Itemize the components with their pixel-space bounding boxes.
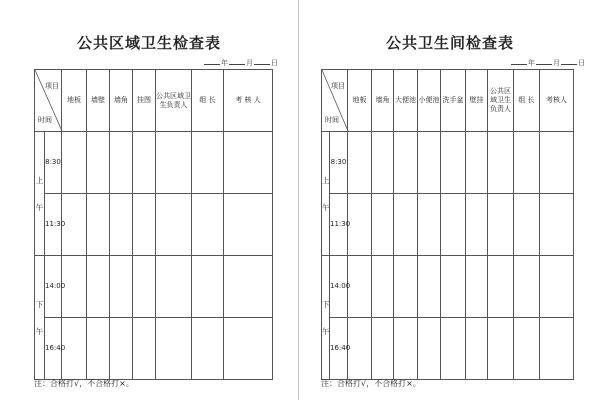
- check-cell[interactable]: [372, 256, 394, 318]
- check-cell[interactable]: [110, 132, 133, 194]
- column-header: 地板: [348, 70, 372, 132]
- check-cell[interactable]: [224, 194, 273, 256]
- period-label-top: 上: [322, 175, 330, 185]
- check-cell[interactable]: [418, 132, 441, 194]
- check-cell[interactable]: [372, 132, 394, 194]
- date-line: 年 月 日: [510, 58, 585, 68]
- page-title: 公共卫生间检查表: [385, 34, 514, 52]
- period-label-bottom: 午: [322, 202, 330, 212]
- column-header: 考核人: [540, 70, 574, 132]
- check-cell[interactable]: [540, 194, 574, 256]
- check-cell[interactable]: [133, 132, 156, 194]
- table-row: [322, 256, 574, 318]
- column-header: 挂图: [133, 70, 156, 132]
- time-slot-cell: 8:30: [330, 132, 348, 194]
- check-cell[interactable]: [418, 318, 441, 380]
- column-header: 组 长: [192, 70, 224, 132]
- check-cell[interactable]: [441, 318, 466, 380]
- column-header: 墙角: [110, 70, 133, 132]
- column-header: 公共区域卫生负责人: [156, 70, 192, 132]
- check-cell[interactable]: [348, 256, 372, 318]
- period-cell: [35, 132, 45, 256]
- check-cell[interactable]: [514, 132, 540, 194]
- check-cell[interactable]: [62, 256, 87, 318]
- check-cell[interactable]: [192, 318, 224, 380]
- check-cell[interactable]: [62, 132, 87, 194]
- check-cell[interactable]: [62, 318, 87, 380]
- check-cell[interactable]: [394, 194, 418, 256]
- time-slot-cell: 14:00: [330, 256, 348, 318]
- check-cell[interactable]: [133, 318, 156, 380]
- check-cell[interactable]: [466, 318, 488, 380]
- check-cell[interactable]: [514, 318, 540, 380]
- table-row: [35, 256, 273, 318]
- column-header: 考 核 人: [224, 70, 273, 132]
- time-slot-cell: 8:30: [45, 132, 62, 194]
- inspection-table: [34, 69, 273, 380]
- table-row: [35, 132, 273, 194]
- check-cell[interactable]: [540, 318, 574, 380]
- corner-time-label: 时间: [38, 116, 52, 124]
- check-cell[interactable]: [156, 256, 192, 318]
- check-cell[interactable]: [418, 256, 441, 318]
- period-label-top: 下: [35, 299, 44, 309]
- corner-item-label: 项目: [331, 82, 345, 90]
- check-cell[interactable]: [87, 256, 110, 318]
- check-cell[interactable]: [348, 318, 372, 380]
- check-cell[interactable]: [441, 194, 466, 256]
- check-cell[interactable]: [224, 132, 273, 194]
- check-cell[interactable]: [192, 194, 224, 256]
- check-cell[interactable]: [348, 194, 372, 256]
- check-cell[interactable]: [466, 132, 488, 194]
- check-cell[interactable]: [441, 256, 466, 318]
- column-header: 组 长: [514, 70, 540, 132]
- table-row: [322, 194, 574, 256]
- check-cell[interactable]: [466, 256, 488, 318]
- right-sheet: [300, 0, 600, 400]
- check-cell[interactable]: [466, 194, 488, 256]
- check-cell[interactable]: [441, 132, 466, 194]
- check-cell[interactable]: [394, 318, 418, 380]
- table-row: [322, 132, 574, 194]
- check-cell[interactable]: [110, 318, 133, 380]
- check-cell[interactable]: [514, 194, 540, 256]
- check-cell[interactable]: [348, 132, 372, 194]
- footnote: 注：合格打√，不合格打×。: [321, 379, 421, 388]
- period-label-top: 下: [322, 299, 330, 309]
- period-label-top: 上: [35, 175, 44, 185]
- column-header: 大便池: [394, 70, 418, 132]
- column-header: 洗手盆: [441, 70, 466, 132]
- check-cell[interactable]: [87, 318, 110, 380]
- check-cell[interactable]: [133, 256, 156, 318]
- check-cell[interactable]: [540, 256, 574, 318]
- check-cell[interactable]: [488, 194, 514, 256]
- column-header: 墙壁: [87, 70, 110, 132]
- header-corner-cell: [322, 70, 348, 132]
- column-header: 公共区域卫生负责人: [488, 70, 514, 132]
- table-row: [35, 194, 273, 256]
- page-divider: [298, 0, 299, 400]
- period-label-bottom: 午: [35, 202, 44, 212]
- check-cell[interactable]: [224, 318, 273, 380]
- time-slot-cell: 11:30: [45, 194, 62, 256]
- corner-time-label: 时间: [325, 116, 339, 124]
- time-slot-cell: 16:40: [45, 318, 62, 380]
- check-cell[interactable]: [192, 256, 224, 318]
- table-row: [35, 318, 273, 380]
- check-cell[interactable]: [224, 256, 273, 318]
- check-cell[interactable]: [488, 256, 514, 318]
- page-title: 公共区域卫生检查表: [76, 34, 221, 52]
- check-cell[interactable]: [87, 194, 110, 256]
- check-cell[interactable]: [514, 256, 540, 318]
- column-header: 壁挂: [466, 70, 488, 132]
- check-cell[interactable]: [192, 132, 224, 194]
- footnote: 注：合格打√，不合格打×。: [34, 379, 134, 388]
- date-line: 年 月 日: [203, 58, 278, 68]
- check-cell[interactable]: [133, 194, 156, 256]
- check-cell[interactable]: [87, 132, 110, 194]
- period-cell: [322, 256, 330, 380]
- check-cell[interactable]: [110, 256, 133, 318]
- period-label-bottom: 午: [35, 326, 44, 336]
- time-slot-cell: 11:30: [330, 194, 348, 256]
- period-cell: [322, 132, 330, 256]
- check-cell[interactable]: [488, 318, 514, 380]
- time-slot-cell: 16:40: [330, 318, 348, 380]
- period-cell: [35, 256, 45, 380]
- left-sheet: [0, 0, 298, 400]
- inspection-table: [321, 69, 574, 380]
- header-corner-cell: [35, 70, 62, 132]
- time-slot-cell: 14:00: [45, 256, 62, 318]
- check-cell[interactable]: [540, 132, 574, 194]
- table-row: [322, 318, 574, 380]
- column-header: 墙角: [372, 70, 394, 132]
- check-cell[interactable]: [418, 194, 441, 256]
- check-cell[interactable]: [62, 194, 87, 256]
- check-cell[interactable]: [372, 318, 394, 380]
- check-cell[interactable]: [156, 194, 192, 256]
- check-cell[interactable]: [372, 194, 394, 256]
- check-cell[interactable]: [488, 132, 514, 194]
- check-cell[interactable]: [394, 132, 418, 194]
- check-cell[interactable]: [156, 132, 192, 194]
- column-header: 地板: [62, 70, 87, 132]
- corner-item-label: 项目: [45, 82, 59, 90]
- column-header: 小便池: [418, 70, 441, 132]
- check-cell[interactable]: [110, 194, 133, 256]
- check-cell[interactable]: [394, 256, 418, 318]
- check-cell[interactable]: [156, 318, 192, 380]
- period-label-bottom: 午: [322, 326, 330, 336]
